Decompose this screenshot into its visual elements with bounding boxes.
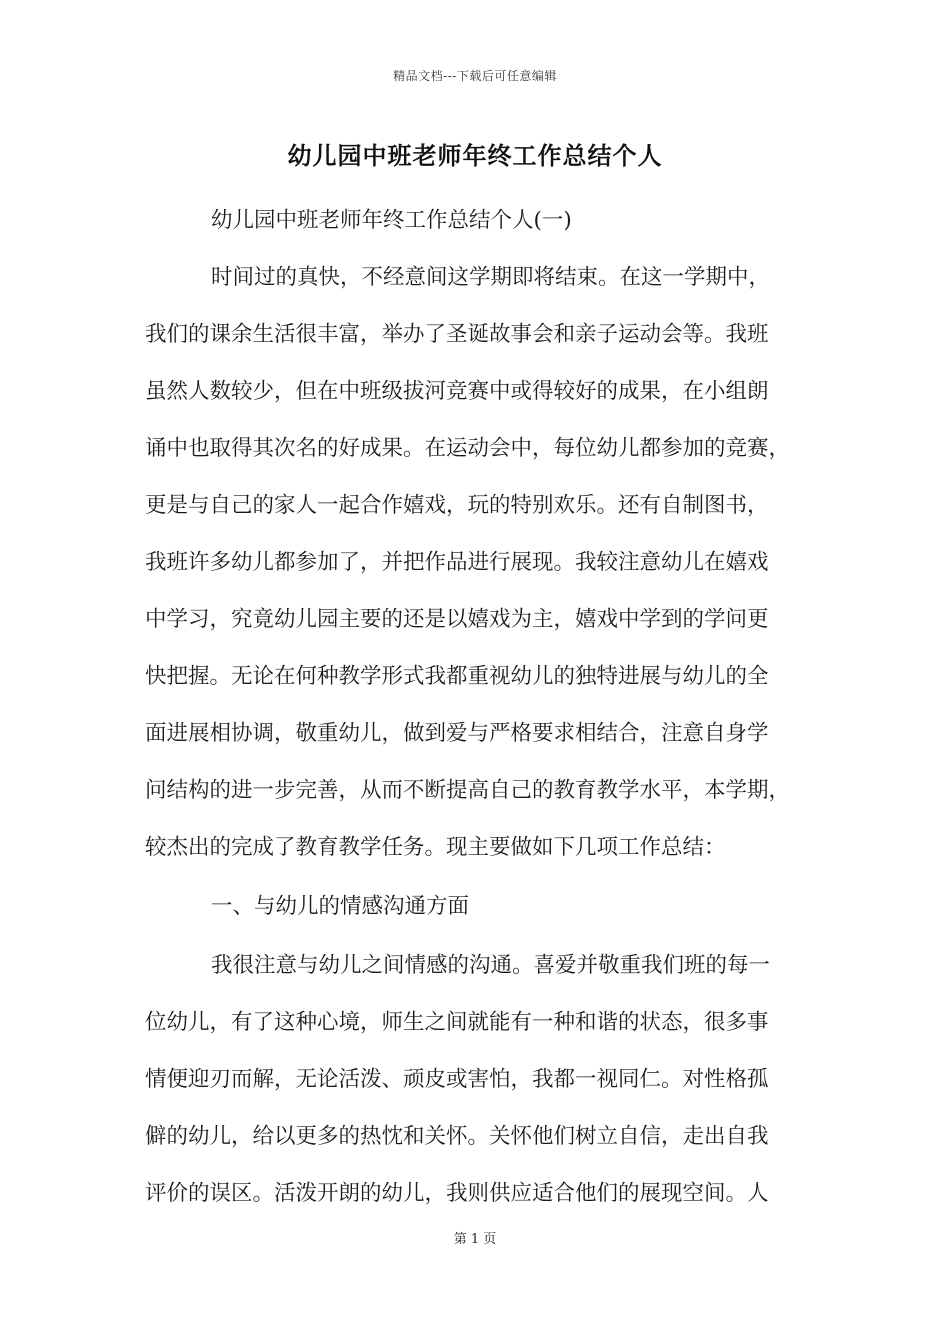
paragraph-line: 我班许多幼儿都参加了，并把作品进行展现。我较注意幼儿在嬉戏 xyxy=(145,550,769,575)
paragraph-line: 更是与自己的家人一起合作嬉戏，玩的特别欢乐。还有自制图书， xyxy=(145,493,769,518)
paragraph-line: 中学习，究竟幼儿园主要的还是以嬉戏为主，嬉戏中学到的学问更 xyxy=(145,607,769,632)
document-title: 幼儿园中班老师年终工作总结个人 xyxy=(287,141,663,170)
paragraph-line: 我很注意与幼儿之间情感的沟通。喜爱并敬重我们班的每一 xyxy=(211,953,771,978)
paragraph-line: 诵中也取得其次名的好成果。在运动会中，每位幼儿都参加的竞赛， xyxy=(145,436,791,461)
paragraph-line: 僻的幼儿，给以更多的热忱和关怀。关怀他们树立自信，走出自我 xyxy=(145,1124,769,1149)
paragraph-line: 面进展相协调，敬重幼儿，做到爱与严格要求相结合，注意自身学 xyxy=(145,721,769,746)
paragraph-line: 评价的误区。活泼开朗的幼儿，我则供应适合他们的展现空间。人 xyxy=(145,1181,769,1206)
paragraph-line: 时间过的真快，不经意间这学期即将结束。在这一学期中， xyxy=(211,265,771,290)
paragraph-line: 问结构的进一步完善，从而不断提高自己的教育教学水平，本学期， xyxy=(145,778,791,803)
section-heading: 一、与幼儿的情感沟通方面 xyxy=(211,894,470,919)
header-note: 精品文档---下载后可任意编辑 xyxy=(393,69,557,83)
paragraph-line: 虽然人数较少，但在中班级拔河竞赛中或得较好的成果，在小组朗 xyxy=(145,379,769,404)
paragraph-line: 较杰出的完成了教育教学任务。现主要做如下几项工作总结： xyxy=(145,835,726,860)
paragraph-line: 情便迎刃而解，无论活泼、顽皮或害怕，我都一视同仁。对性格孤 xyxy=(145,1067,769,1092)
paragraph-line: 位幼儿，有了这种心境，师生之间就能有一种和谐的状态，很多事 xyxy=(145,1010,769,1035)
paragraph-line: 快把握。无论在何种教学形式我都重视幼儿的独特进展与幼儿的全 xyxy=(145,664,769,689)
paragraph-line: 我们的课余生活很丰富，举办了圣诞故事会和亲子运动会等。我班 xyxy=(145,322,769,347)
page-number: 第 1 页 xyxy=(453,1232,497,1247)
document-subtitle: 幼儿园中班老师年终工作总结个人(一) xyxy=(211,208,572,233)
